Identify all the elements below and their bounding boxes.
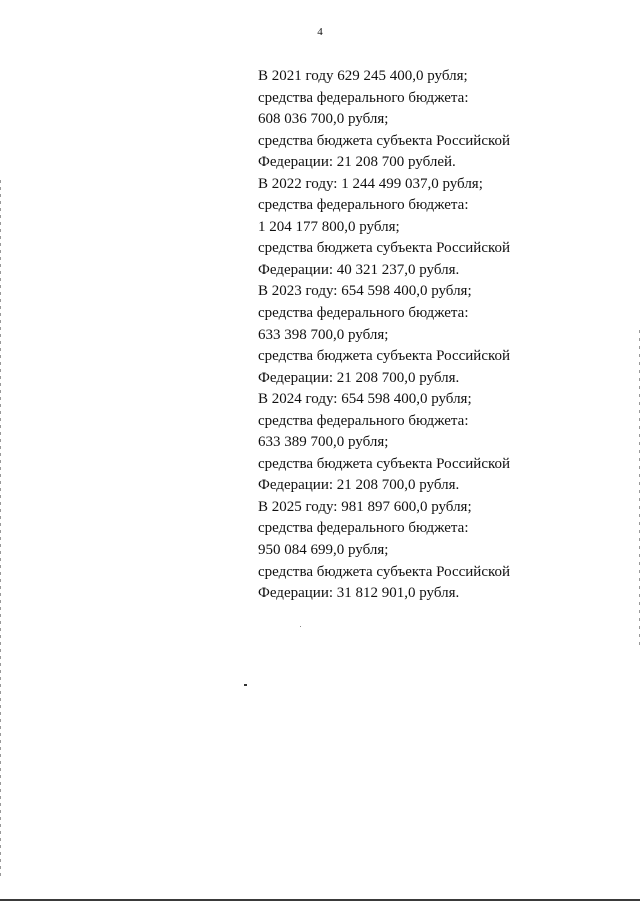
text-line-2024-regional-amount: Федерации: 21 208 700,0 рубля. <box>258 477 460 494</box>
scan-edge-bottom <box>0 899 640 901</box>
text-line-2021-federal-amount: 608 036 700,0 рубля; <box>258 111 389 128</box>
text-line-2024-federal-label: средства федерального бюджета: <box>258 412 469 429</box>
text-line-2022-total: В 2022 году: 1 244 499 037,0 рубля; <box>258 175 483 192</box>
text-line-2023-regional-label: средства бюджета субъекта Российской <box>258 348 511 365</box>
text-line-2023-federal-label: средства федерального бюджета: <box>258 305 469 322</box>
text-line-2022-federal-label: средства федерального бюджета: <box>258 197 469 214</box>
scan-edge-left <box>0 180 1 880</box>
text-line-2025-federal-amount: 950 084 699,0 рубля; <box>258 542 389 559</box>
text-line-2021-federal-label: средства федерального бюджета: <box>258 89 469 106</box>
text-line-2024-total: В 2024 году: 654 598 400,0 рубля; <box>258 391 472 408</box>
text-line-2022-regional-amount: Федерации: 40 321 237,0 рубля. <box>258 261 460 278</box>
text-line-2022-federal-amount: 1 204 177 800,0 рубля; <box>258 218 400 235</box>
scan-speck <box>300 626 301 627</box>
text-line-2021-regional-label: средства бюджета субъекта Российской <box>258 132 511 149</box>
page-number: 4 <box>317 26 323 38</box>
text-line-2025-regional-label: средства бюджета субъекта Российской <box>258 563 511 580</box>
text-line-2024-federal-amount: 633 389 700,0 рубля; <box>258 434 389 451</box>
budget-text-block <box>258 66 630 605</box>
text-line-2025-federal-label: средства федерального бюджета: <box>258 520 469 537</box>
text-line-2024-regional-label: средства бюджета субъекта Российской <box>258 455 511 472</box>
text-line-2025-total: В 2025 году: 981 897 600,0 рубля; <box>258 498 472 515</box>
text-line-2023-regional-amount: Федерации: 21 208 700,0 рубля. <box>258 369 460 386</box>
scan-speck <box>244 684 247 686</box>
text-line-2021-regional-amount: Федерации: 21 208 700 рублей. <box>258 154 456 171</box>
text-line-2025-regional-amount: Федерации: 31 812 901,0 рубля. <box>258 585 460 602</box>
text-line-2023-total: В 2023 году: 654 598 400,0 рубля; <box>258 283 472 300</box>
text-line-2023-federal-amount: 633 398 700,0 рубля; <box>258 326 389 343</box>
text-line-2021-total: В 2021 году 629 245 400,0 рубля; <box>258 68 468 84</box>
text-line-2022-regional-label: средства бюджета субъекта Российской <box>258 240 511 257</box>
